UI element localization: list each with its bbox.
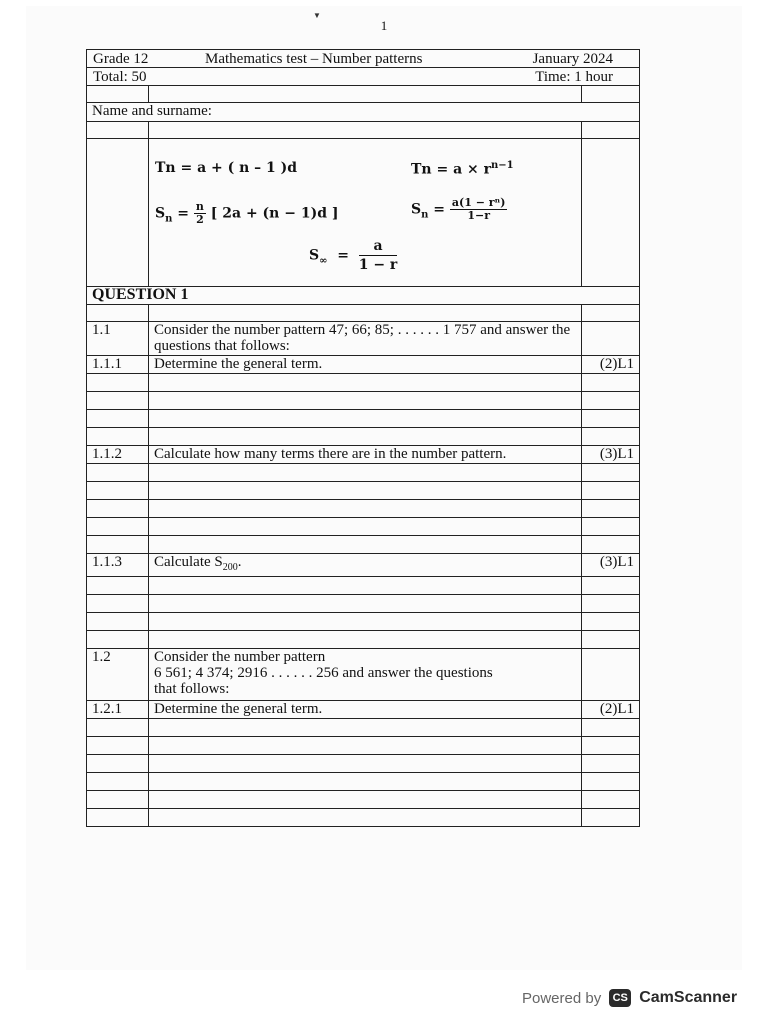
geometric-term-formula: $Tn = a \times r^{n-1}$	[411, 160, 514, 178]
header-title-row	[87, 50, 640, 68]
question-text: Determine the general term.	[149, 701, 582, 719]
question-text: Calculate how many terms there are in the number pattern.	[149, 446, 582, 464]
powered-by-label: Powered by	[522, 989, 602, 1007]
exam-table	[86, 49, 640, 827]
question-mark: (3)L1	[581, 554, 639, 577]
question-mark	[581, 322, 639, 356]
question-number: 1.2	[87, 649, 149, 701]
geometric-sum-formula: $S_n$ = $\frac{\text{a(1 − rⁿ)}}{1-r}$	[411, 196, 506, 222]
grade-label: Grade 12	[93, 51, 149, 67]
test-title: Mathematics test – Number patterns	[205, 51, 423, 67]
question-mark: (2)L1	[581, 701, 639, 719]
question-row	[87, 322, 640, 356]
question-text: Consider the number pattern 47; 66; 85; . . . . . . 1 757 and answer the questions that follows:	[149, 322, 582, 356]
question-mark	[581, 649, 639, 701]
question-number: 1.2.1	[87, 701, 149, 719]
question-text: Calculate $S_{200}$.	[149, 554, 582, 577]
question-mark: (3)L1	[581, 446, 639, 464]
page-number: 1	[380, 18, 388, 33]
question-row	[87, 649, 640, 701]
question-row	[87, 554, 640, 577]
question-mark: (2)L1	[581, 356, 639, 374]
question-text: Consider the number pattern 6 561; 4 374; 2916 . . . . . . 256 and answer the questions that follows:	[149, 649, 582, 701]
question-row	[87, 356, 640, 374]
infinite-sum-formula: $S_\infty$ = $\frac{a}{1 - r}$	[309, 238, 398, 273]
total-label: Total: 50	[93, 69, 147, 85]
question-number: 1.1	[87, 322, 149, 356]
camscanner-brand: CamScanner	[639, 989, 738, 1006]
scan-speck: ▼	[313, 11, 321, 20]
question-text: Determine the general term.	[149, 356, 582, 374]
arithmetic-term-formula: Tn = a + ( n – 1 )d	[155, 160, 298, 176]
question-number: 1.1.2	[87, 446, 149, 464]
camscanner-watermark	[522, 986, 752, 1010]
camscanner-logo-icon: CS	[609, 989, 631, 1007]
question-number: 1.1.3	[87, 554, 149, 577]
formula-box	[149, 139, 582, 287]
arithmetic-sum-formula: $S_n$ = $\frac{n}{2}$ [ 2a + (n − 1)d ]	[155, 200, 339, 226]
question-row	[87, 701, 640, 719]
header-total-row	[87, 68, 640, 86]
question-heading: QUESTION 1	[87, 287, 640, 305]
test-date: January 2024	[532, 51, 613, 67]
name-label: Name and surname:	[87, 103, 640, 122]
question-number: 1.1.1	[87, 356, 149, 374]
question-row	[87, 446, 640, 464]
time-label: Time: 1 hour	[535, 69, 613, 85]
